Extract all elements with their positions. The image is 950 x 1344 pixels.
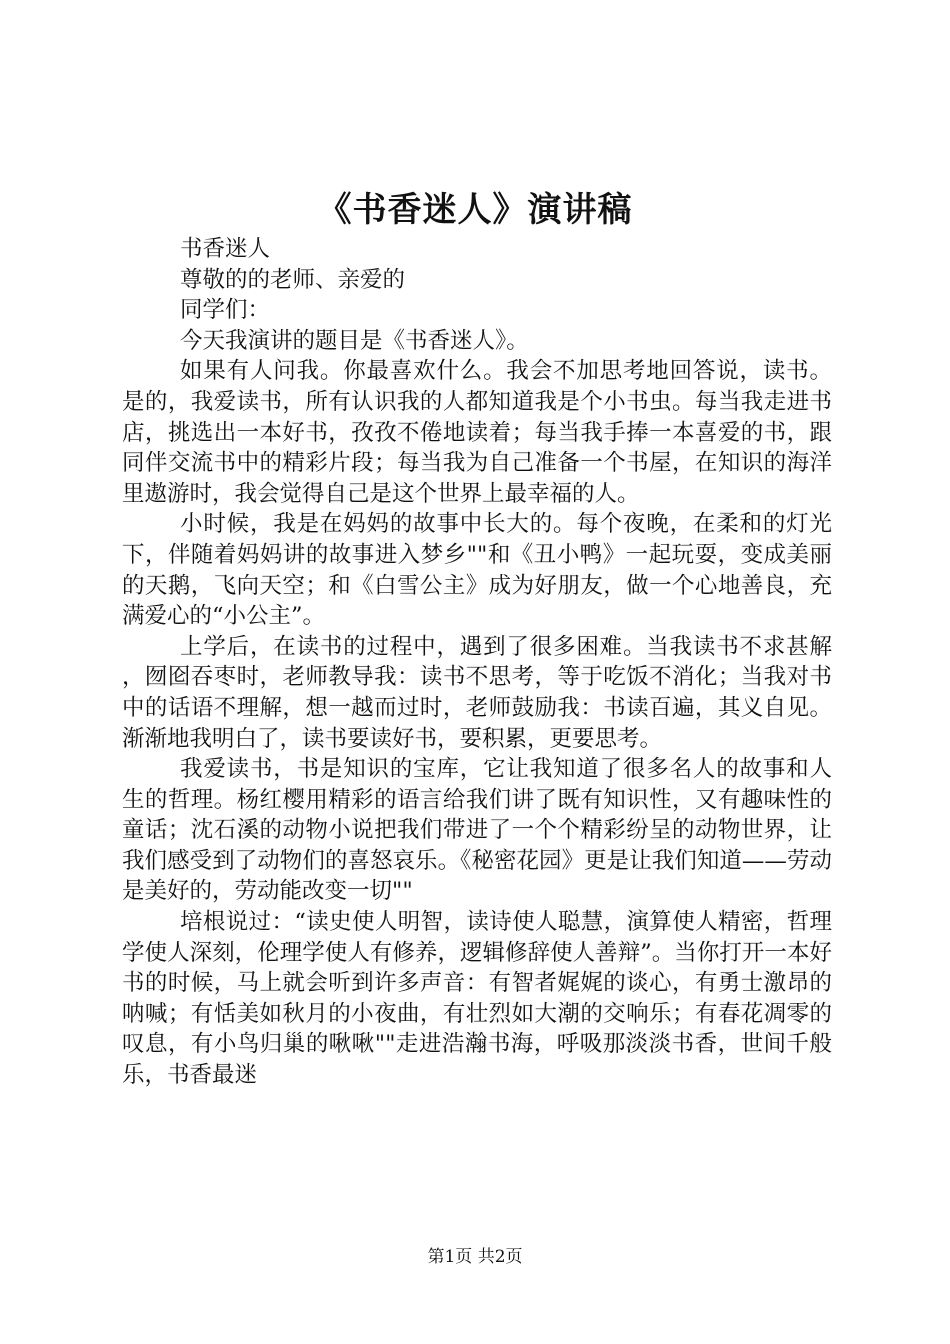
paragraph-bacon-quote: 培根说过：“读史使人明智，读诗使人聪慧，演算使人精密，哲理学使人深刻，伦理学使人有修养，逻辑修辞使人善辩”。当你打开一本好书的时候，马上就会听到许多声音：有智者娓娓的谈心，有勇士激昂的呐喊；有恬美如秋月的小夜曲，有壮烈如大潮的交响乐；有春花凋零的叹息，有小鸟归巢的啾啾""走进浩瀚书海，呼吸那淡淡书香，世间千般乐，书香最迷 bbox=[122, 909, 832, 1089]
paragraph-school: 上学后，在读书的过程中，遇到了很多困难。当我读书不求甚解，囫囵吞枣时，老师教导我：读书不思考，等于吃饭不消化；当我对书中的话语不理解，想一越而过时，老师鼓励我：书读百遍，其义自见。渐渐地我明白了，读书要读好书，要积累，更要思考。 bbox=[122, 633, 832, 752]
paragraph-salutation-cont: 同学们： bbox=[180, 297, 271, 324]
paragraph-love-reading: 如果有人问我。你最喜欢什么。我会不加思考地回答说，读书。是的，我爱读书，所有认识我的人都知道我是个小书虫。每当我走进书店，挑选出一本好书，孜孜不倦地读着；每当我手捧一本喜爱的书，跟同伴交流书中的精彩片段；每当我为自己准备一个书屋，在知识的海洋里遨游时，我会觉得自己是这个世界上最幸福的人。 bbox=[122, 358, 832, 507]
paragraph-subtitle: 书香迷人 bbox=[180, 236, 271, 262]
page-footer: 第1页 共2页 bbox=[427, 1247, 523, 1267]
paragraph-salutation: 尊敬的的老师、亲爱的 bbox=[180, 266, 406, 293]
paragraph-childhood: 小时候，我是在妈妈的故事中长大的。每个夜晚，在柔和的灯光下，伴随着妈妈讲的故事进入梦乡""和《丑小鸭》一起玩耍，变成美丽的天鹅，飞向天空；和《白雪公主》成为好朋友，做一个心地善良，充满爱心的“小公主”。 bbox=[122, 511, 832, 630]
paragraph-knowledge: 我爱读书，书是知识的宝库，它让我知道了很多名人的故事和人生的哲理。杨红樱用精彩的语言给我们讲了既有知识性，又有趣味性的童话；沈石溪的动物小说把我们带进了一个个精彩纷呈的动物世界，让我们感受到了动物们的喜怒哀乐。《秘密花园》更是让我们知道——劳动是美好的，劳动能改变一切"" bbox=[122, 756, 832, 905]
document-title: 《书香迷人》演讲稿 bbox=[317, 190, 633, 230]
document-body bbox=[122, 234, 832, 1091]
paragraph-intro: 今天我演讲的题目是《书香迷人》。 bbox=[180, 327, 529, 354]
